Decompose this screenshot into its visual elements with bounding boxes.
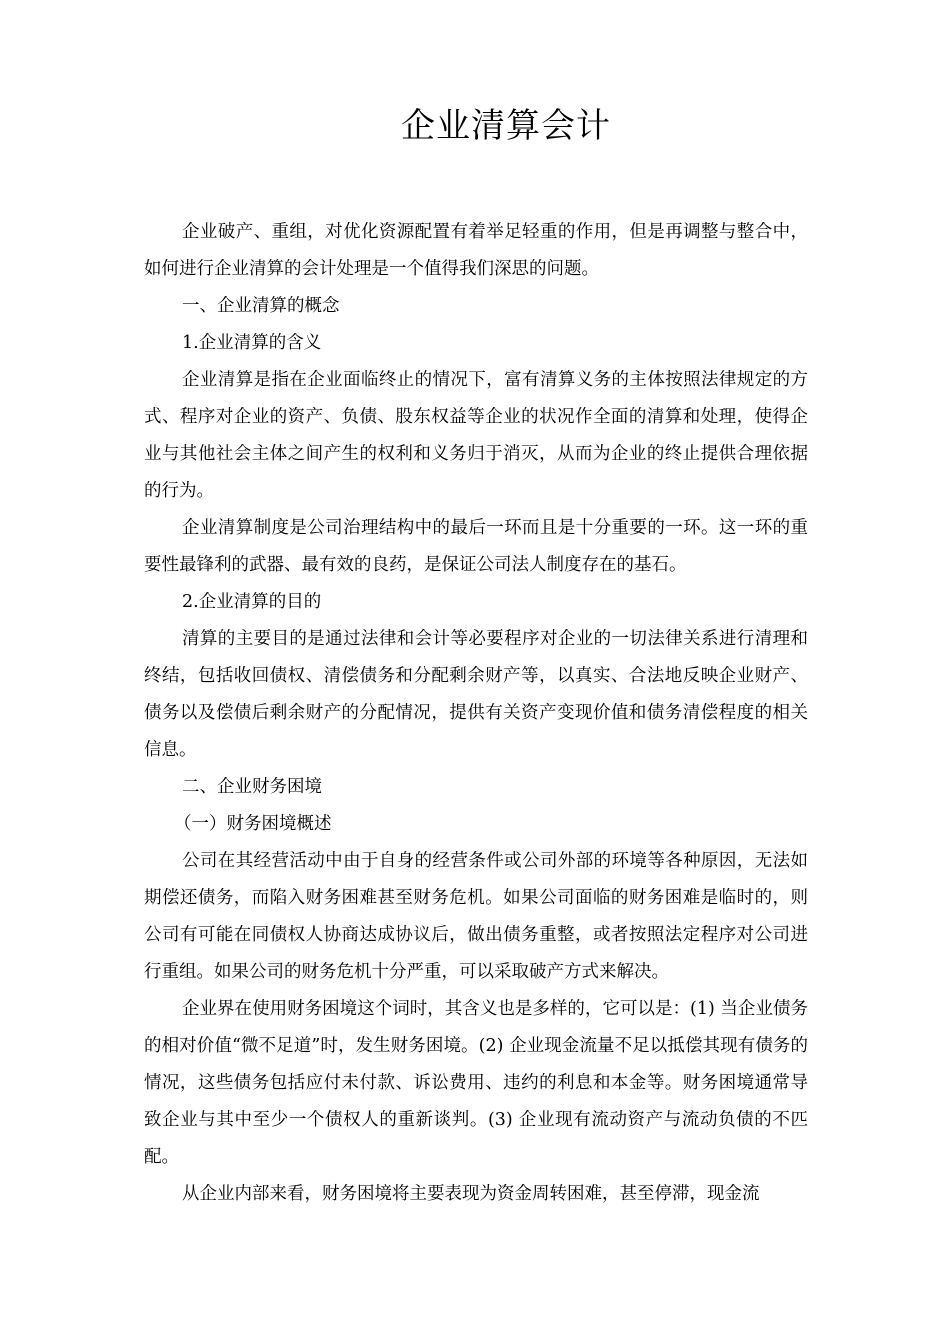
paragraph-system: 企业清算制度是公司治理结构中的最后一环而且是十分重要的一环。这一环的重要性最锋利的武器、最有效的良药，是保证公司法人制度存在的基石。 bbox=[144, 518, 808, 575]
document-title: 企业清算会计 bbox=[401, 106, 611, 146]
paragraph-internal-view: 从企业内部来看，财务困境将主要表现为资金周转困难，甚至停滞，现金流 bbox=[182, 1184, 760, 1204]
subsection-heading-meaning: 1.企业清算的含义 bbox=[182, 333, 322, 353]
section-heading-concept: 一、企业清算的概念 bbox=[182, 296, 340, 316]
paragraph-purpose: 清算的主要目的是通过法律和会计等必要程序对企业的一切法律关系进行清理和终结，包括收回债权、清偿债务和分配剩余财产等，以真实、合法地反映企业财产、债务以及偿债后剩余财产的分配情况，提供有关资产变现价值和债务清偿程度的相关信息。 bbox=[144, 629, 808, 760]
subsection-heading-purpose: 2.企业清算的目的 bbox=[182, 592, 322, 612]
paragraph-distress-causes: 公司在其经营活动中由于自身的经营条件或公司外部的环境等各种原因，无法如期偿还债务，而陷入财务困难甚至财务危机。如果公司面临的财务困难是临时的，则公司有可能在同债权人协商达成协议后，做出债务重整，或者按照法定程序对公司进行重组。如果公司的财务危机十分严重，可以采取破产方式来解决。 bbox=[144, 851, 808, 982]
paragraph-meaning: 企业清算是指在企业面临终止的情况下，富有清算义务的主体按照法律规定的方式、程序对企业的资产、负债、股东权益等企业的状况作全面的清算和处理，使得企业与其他社会主体之间产生的权利和义务归于消灭，从而为企业的终止提供合理依据的行为。 bbox=[144, 370, 808, 501]
section-heading-distress: 二、企业财务困境 bbox=[182, 777, 322, 797]
paragraph-distress-definitions: 企业界在使用财务困境这个词时，其含义也是多样的，它可以是：(1) 当企业债务的相对价值“微不足道”时，发生财务困境。(2) 企业现金流量不足以抵偿其现有债务的情况，这些债务包括应付未付款、诉讼费用、违约的利息和本金等。财务困境通常导致企业与其中至少一个债权人的重新谈判。(3) 企业现有流动资产与流动负债的不匹配。 bbox=[144, 999, 808, 1167]
document-body bbox=[144, 214, 808, 1213]
paragraph-intro: 企业破产、重组，对优化资源配置有着举足轻重的作用，但是再调整与整合中，如何进行企业清算的会计处理是一个值得我们深思的问题。 bbox=[144, 222, 808, 279]
subsection-heading-distress-overview: （一）财务困境概述 bbox=[174, 814, 332, 834]
